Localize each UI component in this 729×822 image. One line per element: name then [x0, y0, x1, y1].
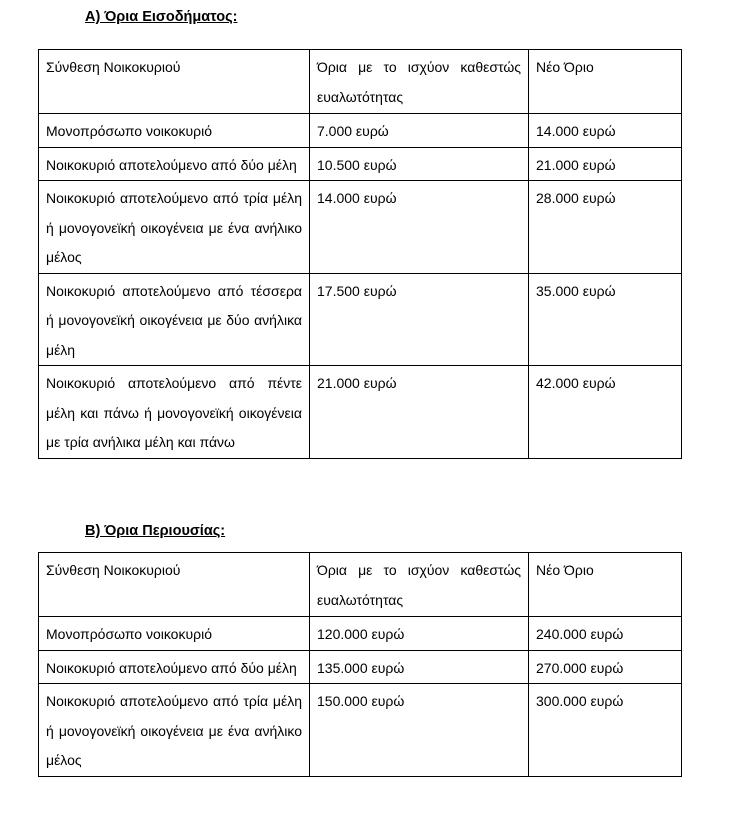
new-limit-cell: 300.000 ευρώ [529, 684, 682, 777]
household-cell: Νοικοκυριό αποτελούμενο από πέντε μέλη και πάνω ή μονογονεϊκή οικογένεια με τρία ανήλικα μέλη και πάνω [39, 366, 310, 459]
household-cell: Μονοπρόσωπο νοικοκυριό [39, 617, 310, 651]
new-limit-cell: 21.000 ευρώ [529, 147, 682, 181]
household-cell: Νοικοκυριό αποτελούμενο από δύο μέλη [39, 147, 310, 181]
current-limit-cell: 10.500 ευρώ [310, 147, 529, 181]
column-header-current-limits: Όρια με το ισχύον καθεστώς ευαλωτότητας [310, 50, 529, 114]
table-row [39, 273, 682, 366]
table-row [39, 617, 682, 651]
current-limit-cell: 135.000 ευρώ [310, 650, 529, 684]
table-header-row [39, 50, 682, 114]
income-limits-table [38, 49, 682, 459]
new-limit-cell: 14.000 ευρώ [529, 114, 682, 148]
household-cell: Μονοπρόσωπο νοικοκυριό [39, 114, 310, 148]
new-limit-cell: 35.000 ευρώ [529, 273, 682, 366]
household-cell: Νοικοκυριό αποτελούμενο από τρία μέλη ή μονογονεϊκή οικογένεια με ένα ανήλικο μέλος [39, 684, 310, 777]
table-row [39, 147, 682, 181]
current-limit-cell: 14.000 ευρώ [310, 181, 529, 274]
current-limit-cell: 21.000 ευρώ [310, 366, 529, 459]
current-limit-cell: 120.000 ευρώ [310, 617, 529, 651]
property-limits-heading: Β) Όρια Περιουσίας: [85, 523, 226, 539]
column-header-household: Σύνθεση Νοικοκυριού [39, 50, 310, 114]
column-header-new-limit: Νέο Όριο [529, 553, 682, 617]
table-header-row [39, 553, 682, 617]
property-limits-table [38, 552, 682, 777]
new-limit-cell: 28.000 ευρώ [529, 181, 682, 274]
household-cell: Νοικοκυριό αποτελούμενο από δύο μέλη [39, 650, 310, 684]
column-header-household: Σύνθεση Νοικοκυριού [39, 553, 310, 617]
table-row [39, 114, 682, 148]
new-limit-cell: 270.000 ευρώ [529, 650, 682, 684]
table-row [39, 366, 682, 459]
current-limit-cell: 7.000 ευρώ [310, 114, 529, 148]
column-header-new-limit: Νέο Όριο [529, 50, 682, 114]
new-limit-cell: 42.000 ευρώ [529, 366, 682, 459]
current-limit-cell: 150.000 ευρώ [310, 684, 529, 777]
household-cell: Νοικοκυριό αποτελούμενο από τρία μέλη ή μονογονεϊκή οικογένεια με ένα ανήλικο μέλος [39, 181, 310, 274]
column-header-current-limits: Όρια με το ισχύον καθεστώς ευαλωτότητας [310, 553, 529, 617]
income-limits-heading: Α) Όρια Εισοδήματος: [85, 9, 238, 25]
table-row [39, 181, 682, 274]
current-limit-cell: 17.500 ευρώ [310, 273, 529, 366]
table-row [39, 650, 682, 684]
table-row [39, 684, 682, 777]
household-cell: Νοικοκυριό αποτελούμενο από τέσσερα ή μονογονεϊκή οικογένεια με δύο ανήλικα μέλη [39, 273, 310, 366]
new-limit-cell: 240.000 ευρώ [529, 617, 682, 651]
